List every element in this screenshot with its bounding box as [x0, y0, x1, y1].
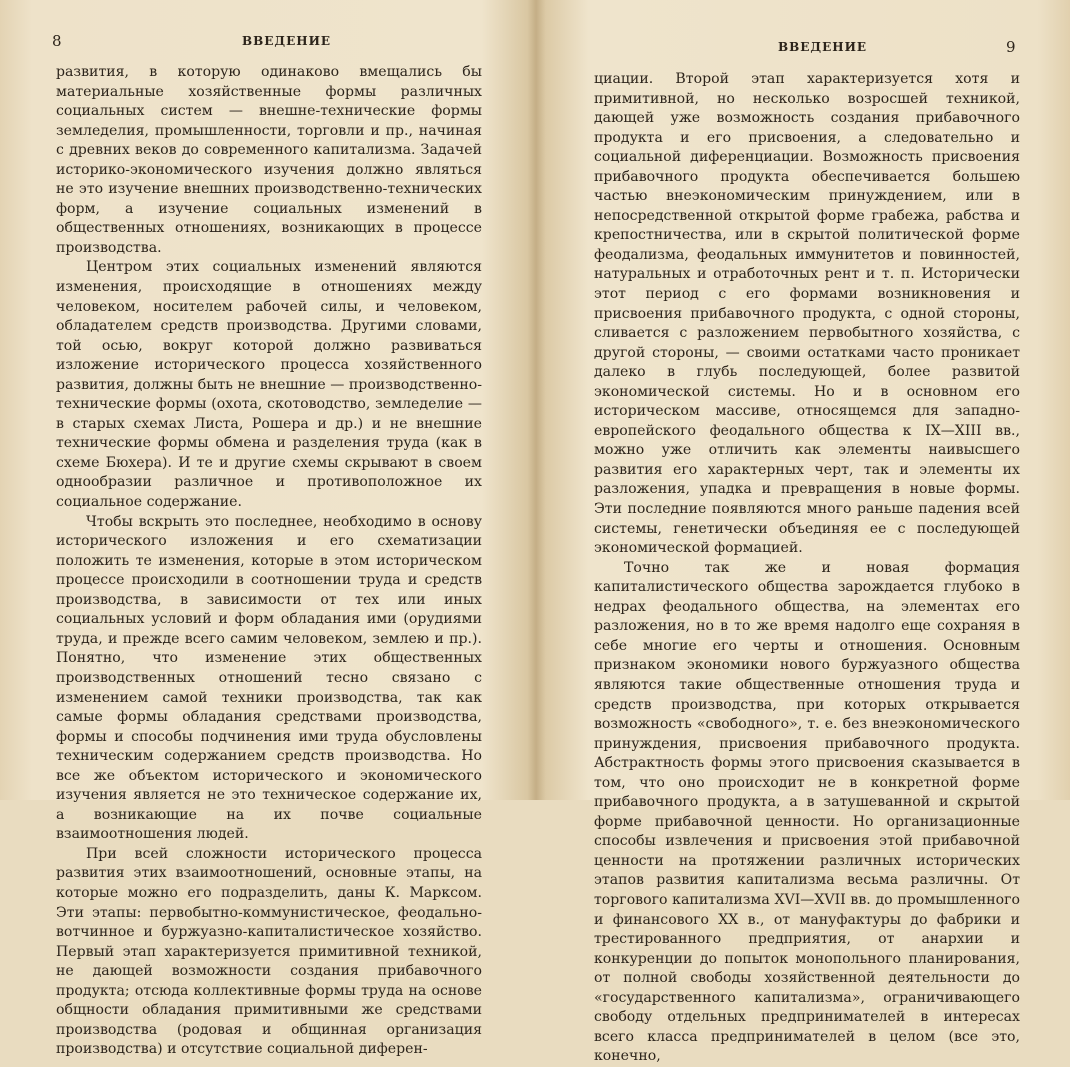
- paragraph: Точно так же и новая формация капиталистического общества зарождается глубоко в недрах феодального общества, на элементах его разложения, но в то же время надолго еще сохраняя в себе многие его черты и отношения. Основным признаком экономики нового буржуазного общества являются такие общественные отношения труда и средств производства, при которых открывается возможность «свободного», т. е. без внеэкономического принуждения, присвоения прибавочного продукта. Абстрактность формы этого присвоения сказывается в том, что оно происходит не в конкретной форме прибавочного продукта, а в затушеванной и скрытой форме прибавочной ценности. Но организационные способы извлечения и присвоения этой прибавочной ценности на протяжении различных исторических этапов развития капитализма весьма различны. От торгового капитализма XVI—XVII вв. до промышленного и финансового XX в., от мануфактуры до фабрики и трестированного предприятия, от анархии и конкуренции до попыток монопольного планирования, от полной свободы хозяйственной деятельности до «государственного капитализма», ограничивающего свободу отдельных предпринимателей в интересах всего класса предпринимателей в целом (все это, конечно,: [594, 559, 1020, 1065]
- left-page: [0, 0, 534, 1058]
- page-number: 8: [52, 32, 62, 50]
- paragraph: Центром этих социальных изменений являются изменения, происходящие в отношениях между человеком, носителем рабочей силы, и человеком, обладателем средств производства. Другими словами, той осью, вокруг которой должно развиваться изложение исторического процесса хозяйственного развития, должны быть не внешние — производственно-технические формы (охота, скотоводство, земледелие — в старых схемах Листа, Рошера и др.) и не внешние технические формы обмена и разделения труда (как в схеме Бюхера). И те и другие схемы скрывают в своем однообразии различное и противоположное их социальное содержание.: [56, 259, 482, 511]
- page-number: 9: [1006, 38, 1016, 56]
- paragraph: Чтобы вскрыть это последнее, необходимо в основу исторического изложения и его схематизации положить те изменения, которые в этом историческом процессе происходили в соотношении труда и средств производства, в зависимости от тех или иных социальных условий и форм обладания ими (орудиями труда, и прежде всего самим человеком, землею и пр.). Понятно, что изменение этих общественных производственных отношений тесно связано с изменением самой техники производства, так как самые формы обладания средствами производства, формы и способы подчинения ими труда обусловлены техническим содержанием средств производства. Но все же объектом исторического и экономического изучения является не это техническое содержание их, а возникающие на их почве социальные взаимоотношения людей.: [56, 513, 482, 843]
- page-body: [56, 63, 482, 1060]
- paragraph: При всей сложности исторического процесса развития этих взаимоотношений, основные этапы, на которые можно его подразделить, даны К. Марксом. Эти этапы: первобытно-коммунистическое, феодально-вотчинное и буржуазно-капиталистическое хозяйство. Первый этап характеризуется примитивной техникой, не дающей возможности создания прибавочного продукта; отсюда коллективные формы труда на основе общности обладания примитивными же средствами производства (родовая и общинная организация производства) и отсутствие социальной диферен-: [56, 845, 482, 1058]
- running-head: ВВЕДЕНИЕ: [242, 34, 332, 48]
- page-body: [594, 70, 1020, 1067]
- paragraph: развития, в которую одинаково вмещались бы материальные хозяйственные формы различных социальных систем — внешне-технические формы земледелия, промышленности, торговли и пр., начиная с древних веков до современного капитализма. Задачей историко-экономического изучения должно являться не это изучение внешних производственно-технических форм, а изучение социальных изменений в общественных отношениях, возникающих в процессе производства.: [56, 64, 482, 256]
- paragraph: циации. Второй этап характеризуется хотя и примитивной, но несколько возросшей техникой, дающей уже возможность создания прибавочного продукта и его присвоения, а следовательно и социальной диференциации. Возможность присвоения прибавочного продукта обеспечивается большею частью внеэкономическим принуждением, или в непосредственной открытой форме грабежа, рабства и крепостничества, или в скрытой политической форме феодализма, феодальных иммунитетов и повинностей, натуральных и отработочных рент и т. п. Исторически этот период с его формами возникновения и присвоения прибавочного продукта, с одной стороны, сливается с разложением первобытного хозяйства, с другой стороны, — своими остатками часто проникает далеко в глубь последующей, более развитой экономической системы. Но и в основном его историческом массиве, относящемся для западно-европейского феодального общества к IX—XIII вв., можно уже отличить как элементы наивысшего развития его характерных черт, так и элементы их разложения, упадка и превращения в новые формы. Эти последние появляются много раньше падения всей системы, генетически объединяя ее с последующей экономической формацией.: [594, 71, 1020, 557]
- running-head: ВВЕДЕНИЕ: [778, 40, 868, 54]
- right-page: [536, 0, 1070, 1065]
